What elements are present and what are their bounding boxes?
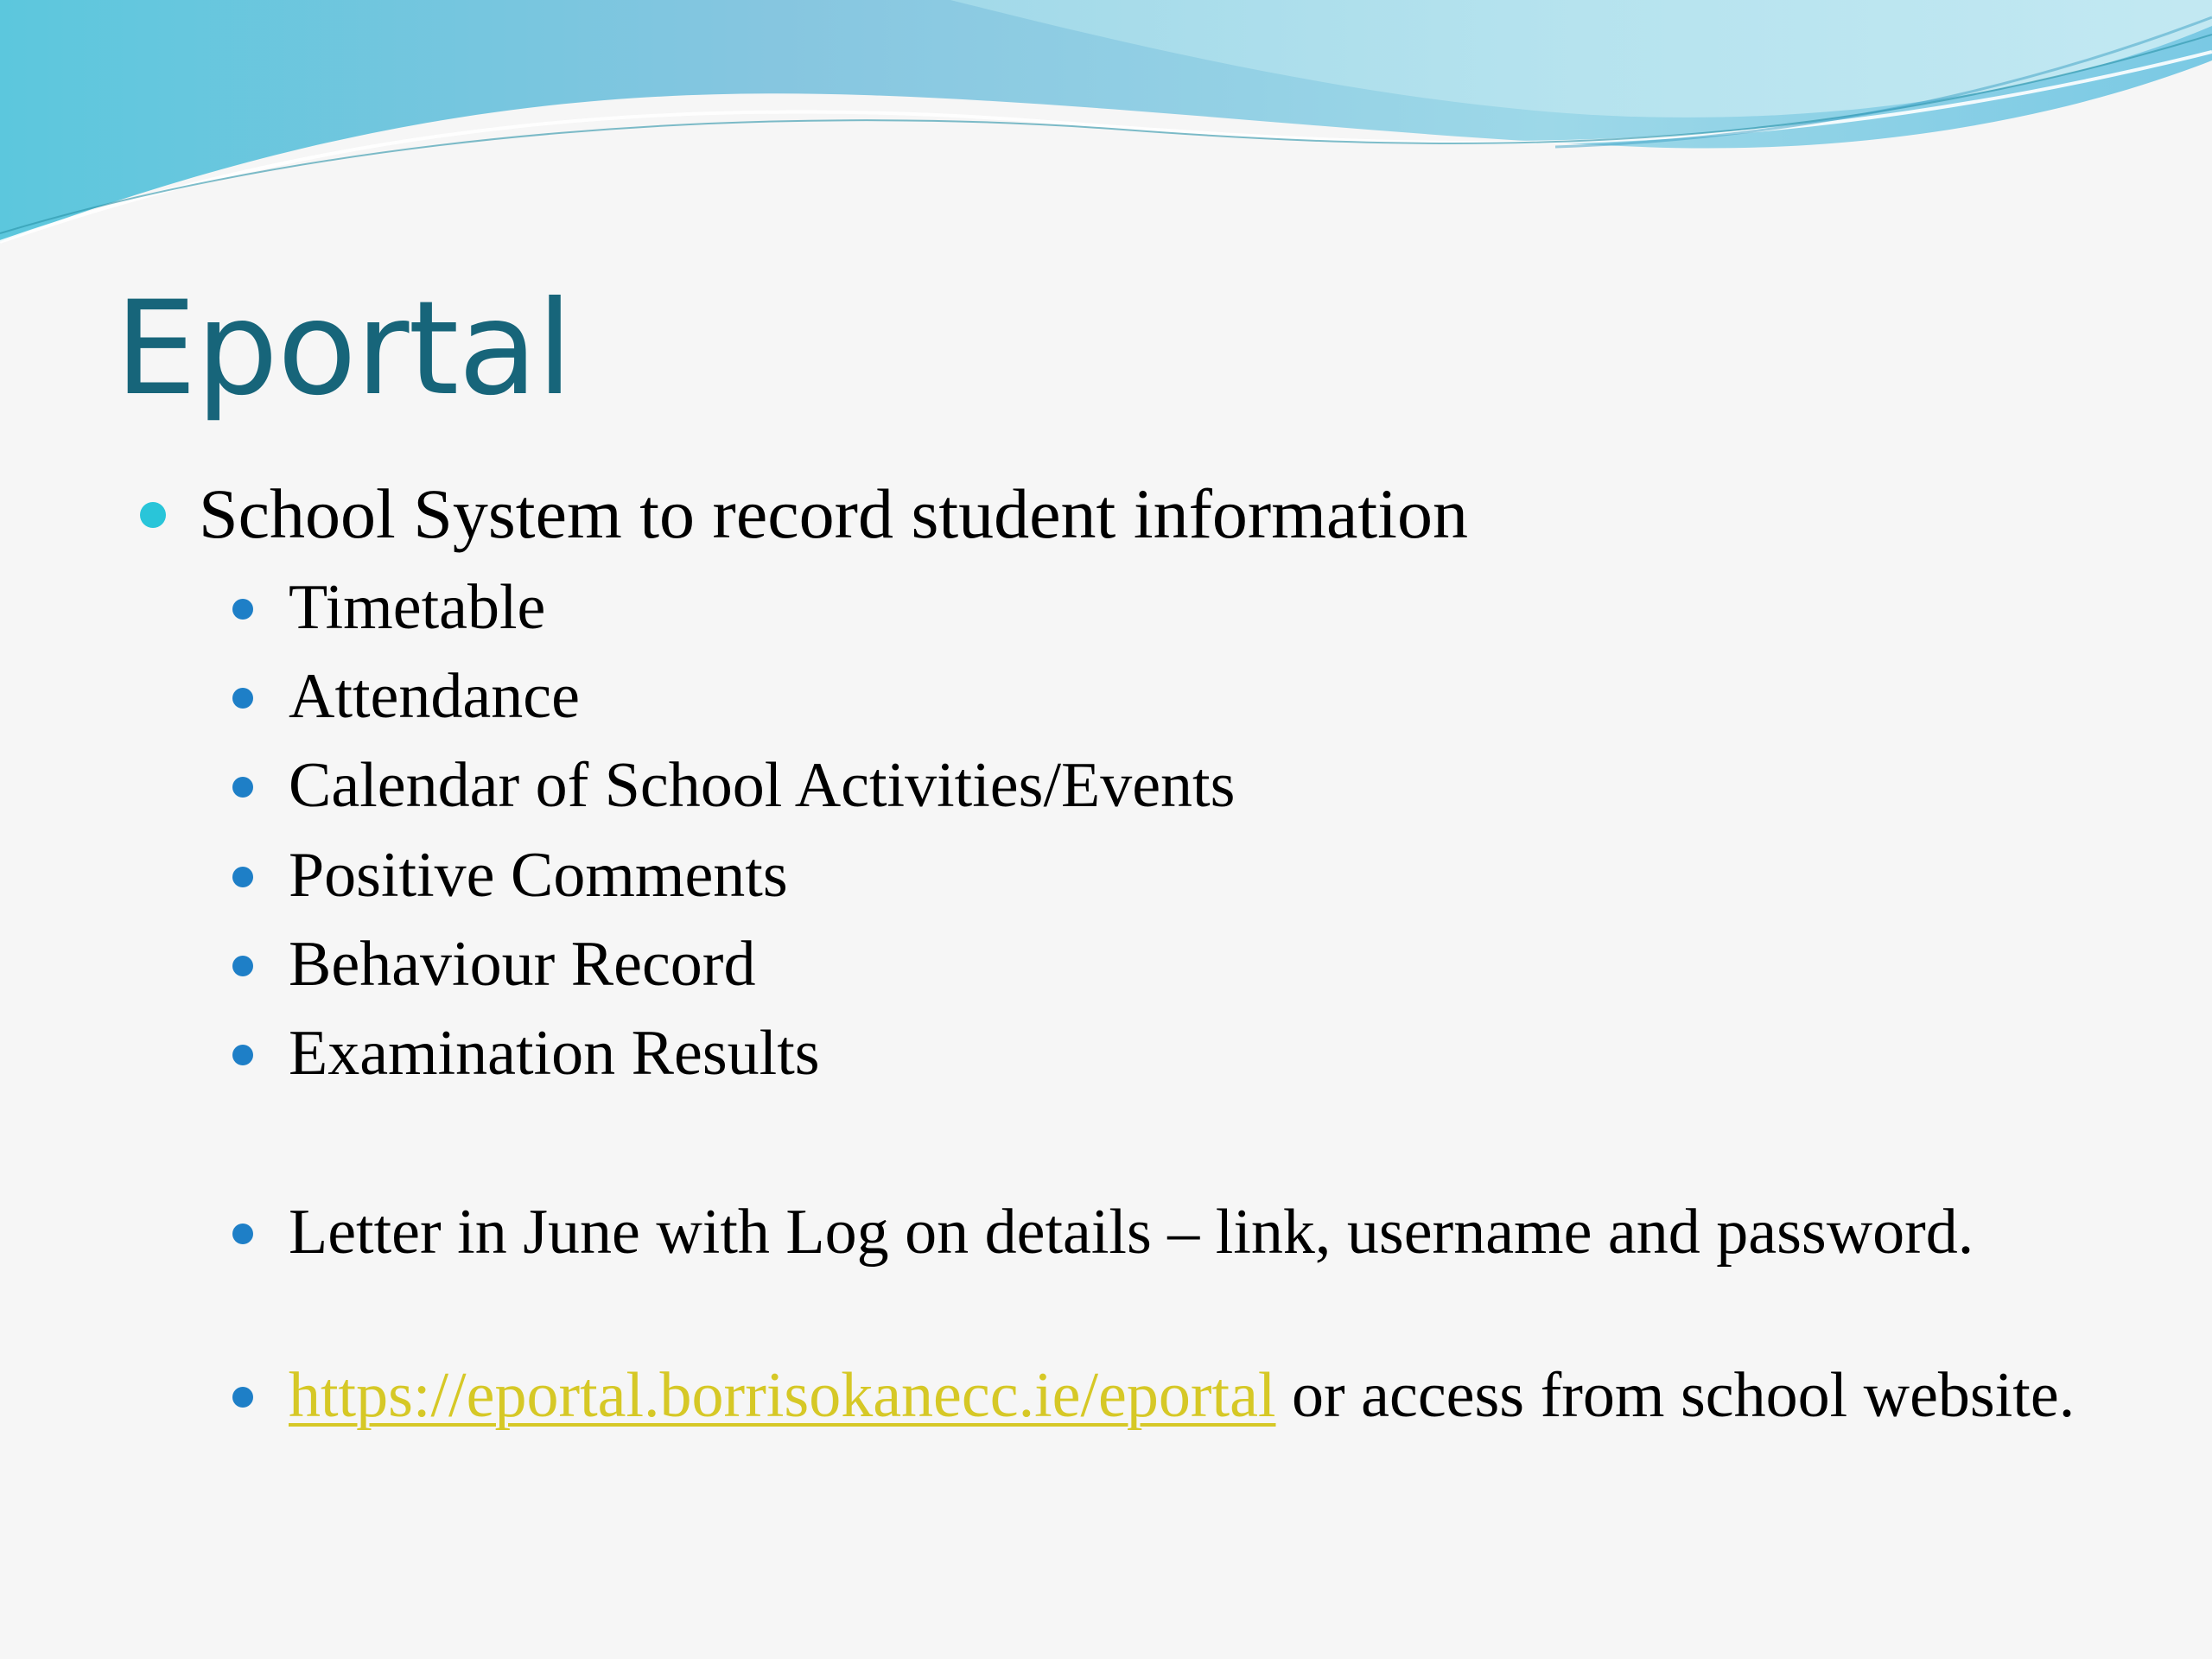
letter-bullet-item xyxy=(289,1196,2103,1268)
slide-title: Eportal xyxy=(115,274,572,424)
letter-text: Letter in June with Log on details – link, username and password. xyxy=(289,1197,1974,1268)
bullet-dot-icon xyxy=(232,956,253,976)
link-bullet-item xyxy=(289,1359,2103,1432)
list-item-text: Timetable xyxy=(289,572,546,643)
list-item-text: Calendar of School Activities/Events xyxy=(289,750,1236,821)
main-bullet-item xyxy=(199,471,1468,557)
list-item xyxy=(289,571,545,644)
bullet-dot-icon xyxy=(232,867,253,887)
list-item xyxy=(289,839,788,912)
list-item xyxy=(289,660,580,733)
list-item xyxy=(289,749,1235,822)
eportal-link[interactable]: https://eportal.borrisokanecc.ie/eportal xyxy=(289,1360,1276,1431)
bullet-dot-icon xyxy=(232,777,253,798)
bullet-dot-icon xyxy=(232,1387,253,1408)
bullet-dot-icon xyxy=(232,688,253,709)
list-item-text: Attendance xyxy=(289,661,580,732)
link-suffix-text: or access from school website. xyxy=(1275,1360,2075,1431)
list-item-text: Behaviour Record xyxy=(289,929,756,1000)
bullet-dot-icon xyxy=(232,1045,253,1065)
list-item-text: Examination Results xyxy=(289,1018,820,1089)
list-item xyxy=(289,928,755,1001)
list-item xyxy=(289,1017,820,1090)
bullet-dot-icon xyxy=(232,1224,253,1244)
bullet-dot-icon xyxy=(140,502,166,528)
list-item-text: Positive Comments xyxy=(289,840,788,911)
main-bullet-text: School System to record student information xyxy=(199,474,1468,553)
bullet-dot-icon xyxy=(232,599,253,620)
